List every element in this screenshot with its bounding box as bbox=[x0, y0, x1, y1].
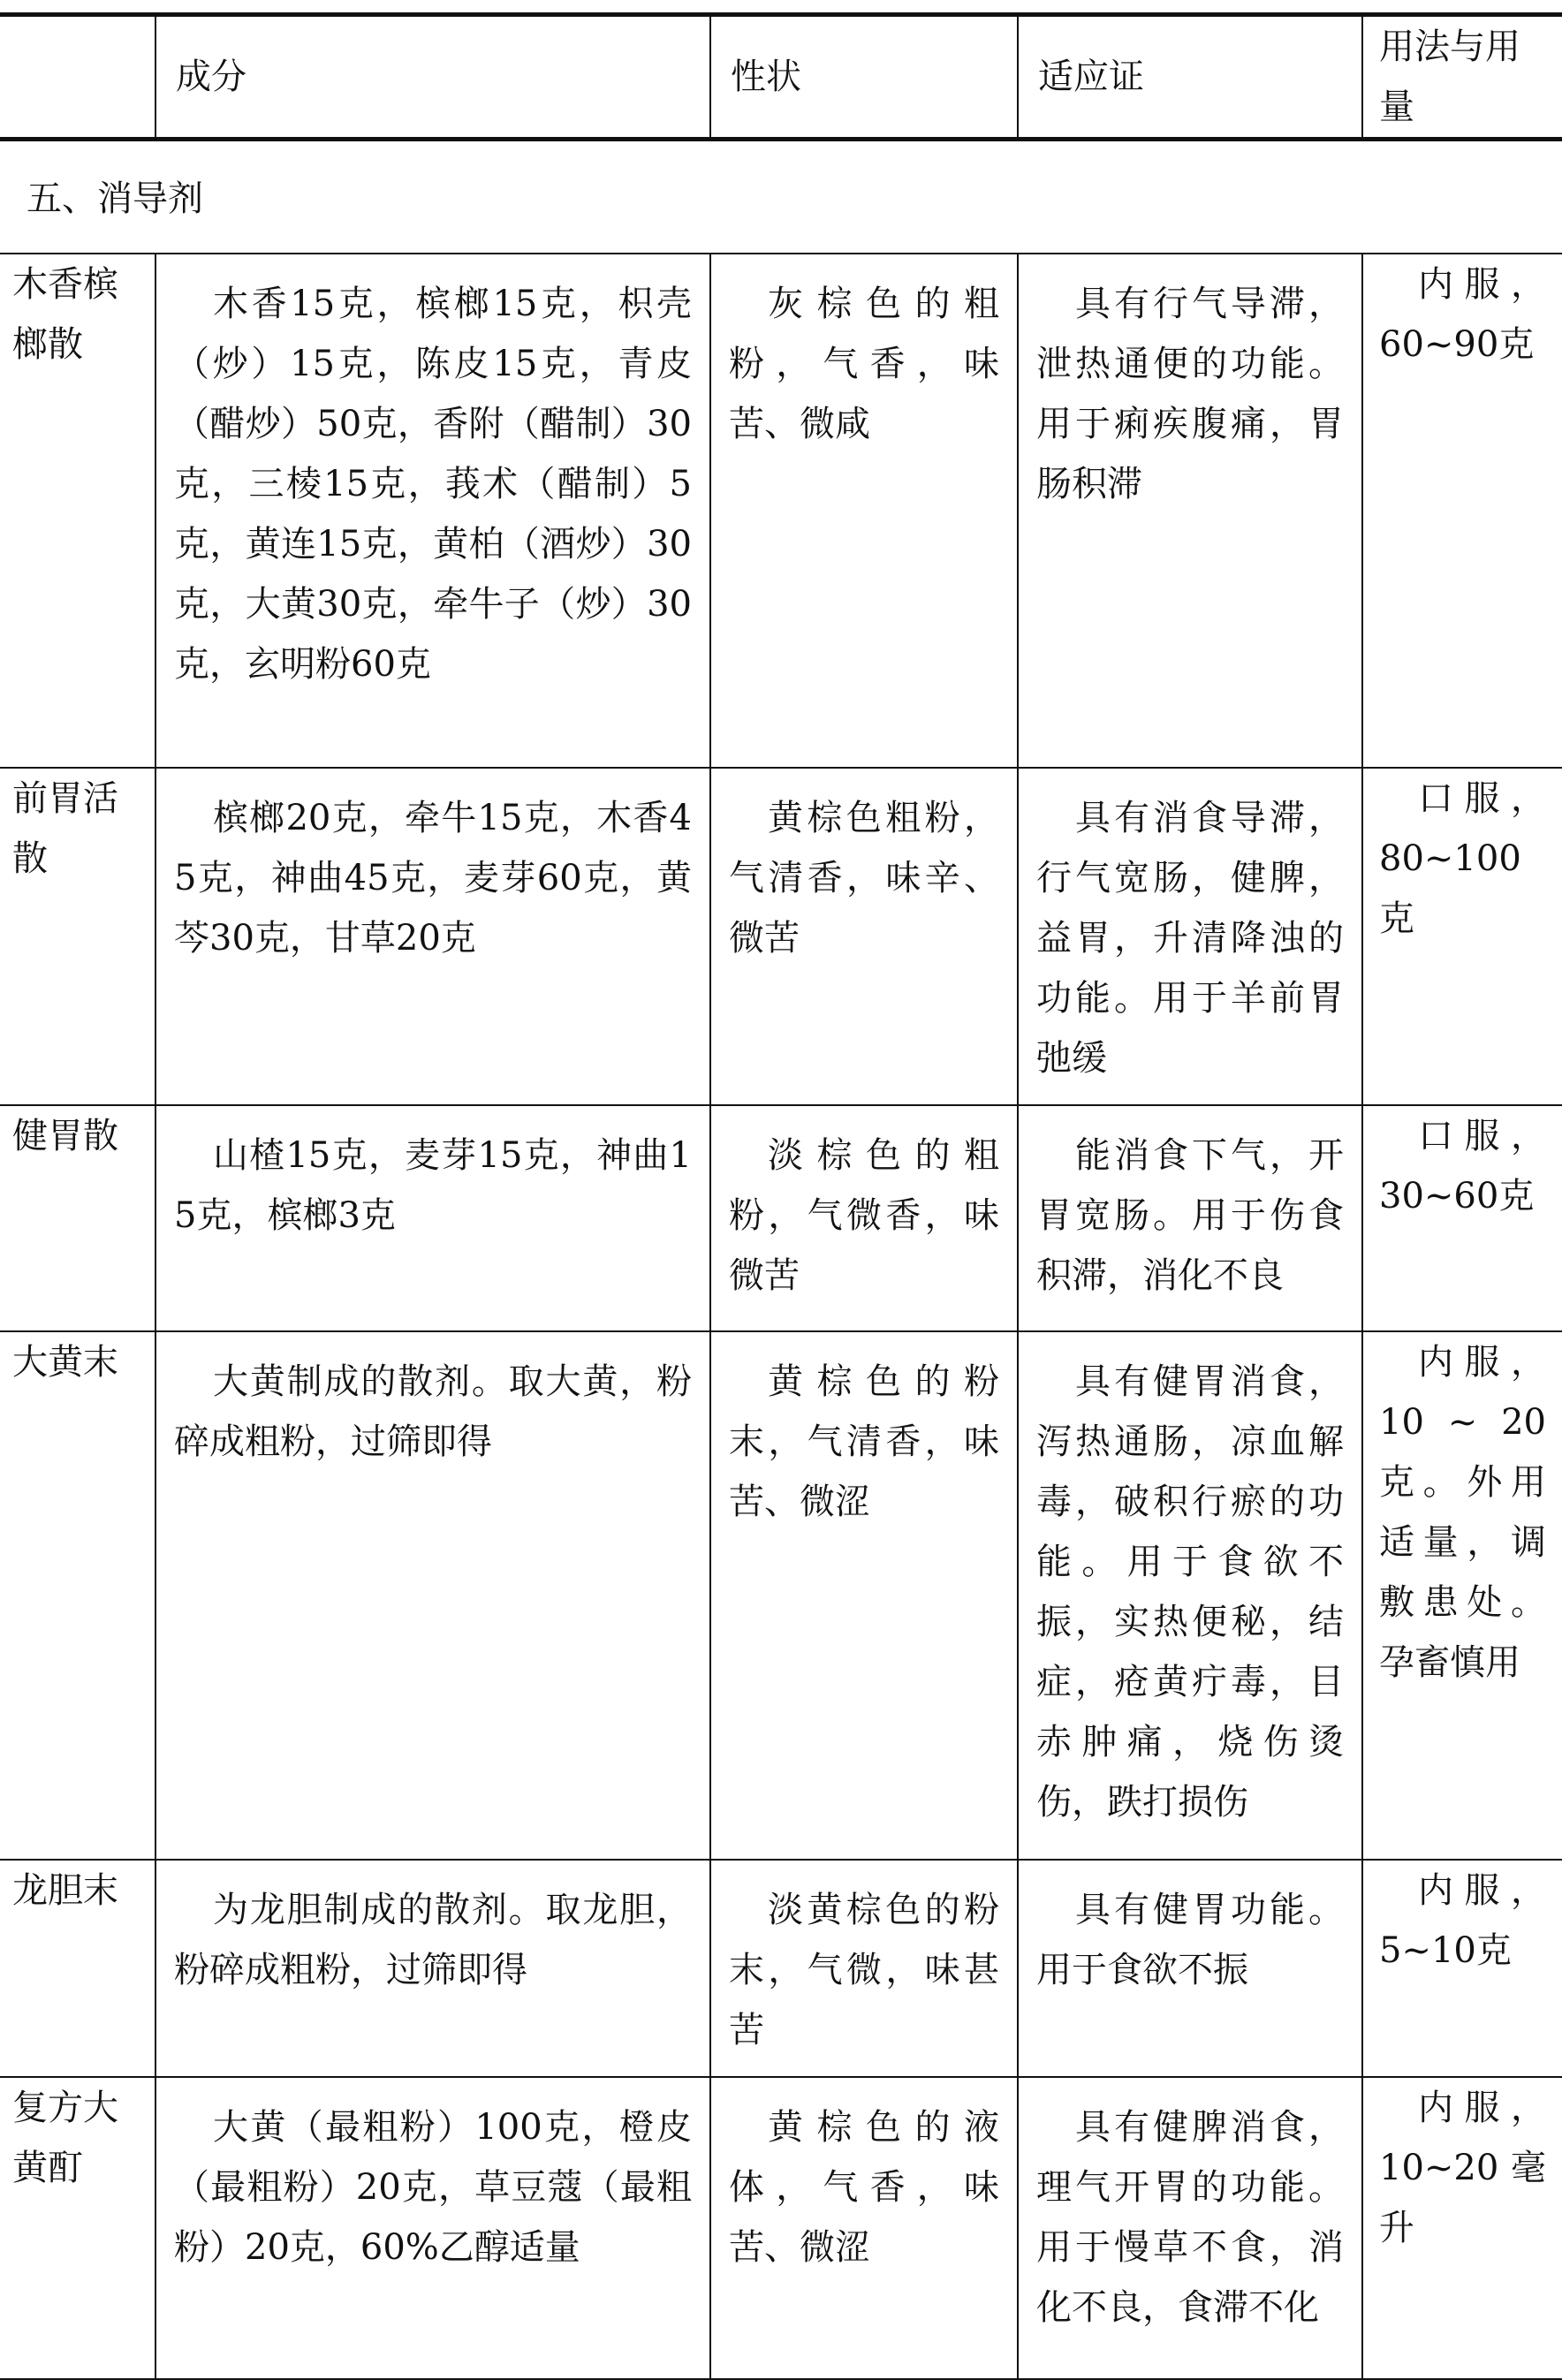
cell-name: 木香槟榔散 bbox=[0, 254, 155, 768]
header-indications: 适应证 bbox=[1018, 15, 1362, 140]
cell-usage: 口服，80~100克 bbox=[1362, 768, 1562, 1105]
header-appearance: 性状 bbox=[710, 15, 1018, 140]
cell-indications: 能消食下气，开胃宽肠。用于伤食积滞，消化不良 bbox=[1018, 1105, 1362, 1331]
table-row bbox=[0, 768, 1562, 1105]
cell-name: 健胃散 bbox=[0, 1105, 155, 1331]
header-usage: 用法与用量 bbox=[1362, 15, 1562, 140]
cell-indications: 具有健胃消食，泻热通肠，凉血解毒，破积行瘀的功能。用于食欲不振，实热便秘，结症，疮黄疔毒，目赤肿痛，烧伤烫伤，跌打损伤 bbox=[1018, 1331, 1362, 1860]
cell-appearance: 黄棕色的粉末，气清香，味苦、微涩 bbox=[710, 1331, 1018, 1860]
table-row bbox=[0, 1105, 1562, 1331]
cell-indications: 具有行气导滞，泄热通便的功能。用于痢疾腹痛，胃肠积滞 bbox=[1018, 254, 1362, 768]
section-title: 五、消导剂 bbox=[0, 140, 1562, 254]
table-row bbox=[0, 254, 1562, 768]
cell-indications: 具有健胃功能。用于食欲不振 bbox=[1018, 1860, 1362, 2077]
table-row bbox=[0, 1860, 1562, 2077]
cell-appearance: 黄棕色的液体，气香，味苦、微涩 bbox=[710, 2077, 1018, 2379]
cell-appearance: 黄棕色粗粉，气清香，味辛、微苦 bbox=[710, 768, 1018, 1105]
cell-ingredients: 大黄制成的散剂。取大黄，粉碎成粗粉，过筛即得 bbox=[155, 1331, 710, 1860]
header-name bbox=[0, 15, 155, 140]
table-row bbox=[0, 1331, 1562, 1860]
formulary-table bbox=[0, 12, 1562, 2380]
cell-name: 复方大黄酊 bbox=[0, 2077, 155, 2379]
cell-usage: 内服，5~10克 bbox=[1362, 1860, 1562, 2077]
table-row bbox=[0, 2077, 1562, 2379]
section-row bbox=[0, 140, 1562, 254]
cell-ingredients: 木香15克，槟榔15克，枳壳（炒）15克，陈皮15克，青皮（醋炒）50克，香附（醋制）30克，三棱15克，莪术（醋制）5克，黄连15克，黄柏（酒炒）30克，大黄30克，牵牛子（炒）30克，玄明粉60克 bbox=[155, 254, 710, 768]
cell-ingredients: 为龙胆制成的散剂。取龙胆，粉碎成粗粉，过筛即得 bbox=[155, 1860, 710, 2077]
cell-appearance: 灰棕色的粗粉，气香，味苦、微咸 bbox=[710, 254, 1018, 768]
cell-appearance: 淡棕色的粗粉，气微香，味微苦 bbox=[710, 1105, 1018, 1331]
cell-indications: 具有健脾消食，理气开胃的功能。用于慢草不食，消化不良，食滞不化 bbox=[1018, 2077, 1362, 2379]
cell-ingredients: 槟榔20克，牵牛15克，木香45克，神曲45克，麦芽60克，黄芩30克，甘草20克 bbox=[155, 768, 710, 1105]
cell-ingredients: 山楂15克，麦芽15克，神曲15克，槟榔3克 bbox=[155, 1105, 710, 1331]
cell-usage: 口服，30~60克 bbox=[1362, 1105, 1562, 1331]
cell-name: 大黄末 bbox=[0, 1331, 155, 1860]
cell-usage: 内服，60~90克 bbox=[1362, 254, 1562, 768]
cell-usage: 内服，10~20毫升 bbox=[1362, 2077, 1562, 2379]
cell-appearance: 淡黄棕色的粉末，气微，味甚苦 bbox=[710, 1860, 1018, 2077]
cell-name: 前胃活散 bbox=[0, 768, 155, 1105]
cell-name: 龙胆末 bbox=[0, 1860, 155, 2077]
header-ingredients: 成分 bbox=[155, 15, 710, 140]
cell-indications: 具有消食导滞，行气宽肠，健脾，益胃，升清降浊的功能。用于羊前胃弛缓 bbox=[1018, 768, 1362, 1105]
header-row bbox=[0, 15, 1562, 140]
cell-usage: 内服，10 ~ 20克。外用适量，调敷患处。孕畜慎用 bbox=[1362, 1331, 1562, 1860]
cell-ingredients: 大黄（最粗粉）100克，橙皮（最粗粉）20克，草豆蔻（最粗粉）20克，60%乙醇适量 bbox=[155, 2077, 710, 2379]
